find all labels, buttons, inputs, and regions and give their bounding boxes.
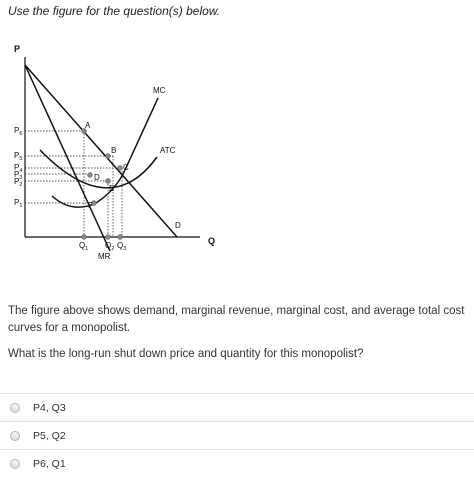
answer-option-3[interactable]	[0, 449, 474, 477]
price-label-p4: $P_4$	[14, 163, 23, 174]
point-e	[106, 179, 111, 184]
point-b	[106, 154, 111, 159]
answer-option-label: P6, Q1	[33, 457, 66, 470]
price-label-p3: $P_3$	[14, 170, 23, 181]
y-axis-label: P	[14, 44, 21, 54]
radio-button-2[interactable]	[10, 431, 20, 441]
answer-option-1[interactable]	[0, 393, 474, 421]
figure-description: The figure above shows demand, marginal revenue, marginal cost, and average total cost curves for a monopolist.	[8, 305, 465, 334]
answer-option-label: P5, Q2	[33, 429, 66, 442]
marker-q3	[118, 235, 123, 240]
x-axis-label: Q	[208, 236, 216, 246]
answer-option-2[interactable]	[0, 421, 474, 449]
point-d	[88, 173, 93, 178]
mc-label: MC	[153, 86, 166, 95]
marginal-revenue-curve	[25, 65, 110, 251]
radio-button-3[interactable]	[10, 459, 20, 469]
point-a-label: A	[85, 121, 91, 130]
point-e-label: E	[109, 184, 115, 193]
price-label-p6: $P_6$	[14, 126, 23, 137]
point-d-label: D	[94, 173, 100, 182]
quantity-labels	[79, 241, 126, 252]
marker-q2	[106, 235, 111, 240]
atc-label: ATC	[160, 146, 176, 155]
answer-options	[0, 393, 474, 477]
point-b-label: B	[111, 146, 117, 155]
quantity-label-q1: $Q_1$	[79, 241, 89, 252]
demand-label: D	[175, 221, 181, 230]
price-labels	[14, 126, 22, 209]
point-f-label: F	[88, 201, 93, 210]
price-label-p1: $P_1$	[14, 198, 23, 209]
guide-lines	[25, 131, 122, 237]
point-c-label: C	[123, 163, 129, 172]
marker-q1	[82, 235, 87, 240]
radio-button-1[interactable]	[10, 403, 20, 413]
answer-option-label: P4, Q3	[33, 401, 66, 414]
price-label-p5: $P_5$	[14, 151, 23, 162]
point-c	[118, 166, 123, 171]
question-text: What is the long-run shut down price and quantity for this monopolist?	[8, 348, 364, 360]
price-label-p2: $P_2$	[14, 177, 23, 188]
instructions-text: Use the figure for the question(s) below.	[8, 4, 221, 18]
quantity-label-q3: $Q_3$	[117, 241, 127, 252]
mr-label: MR	[98, 252, 111, 261]
quantity-label-q2: $Q_2$	[105, 241, 115, 252]
curve-points	[82, 129, 123, 206]
